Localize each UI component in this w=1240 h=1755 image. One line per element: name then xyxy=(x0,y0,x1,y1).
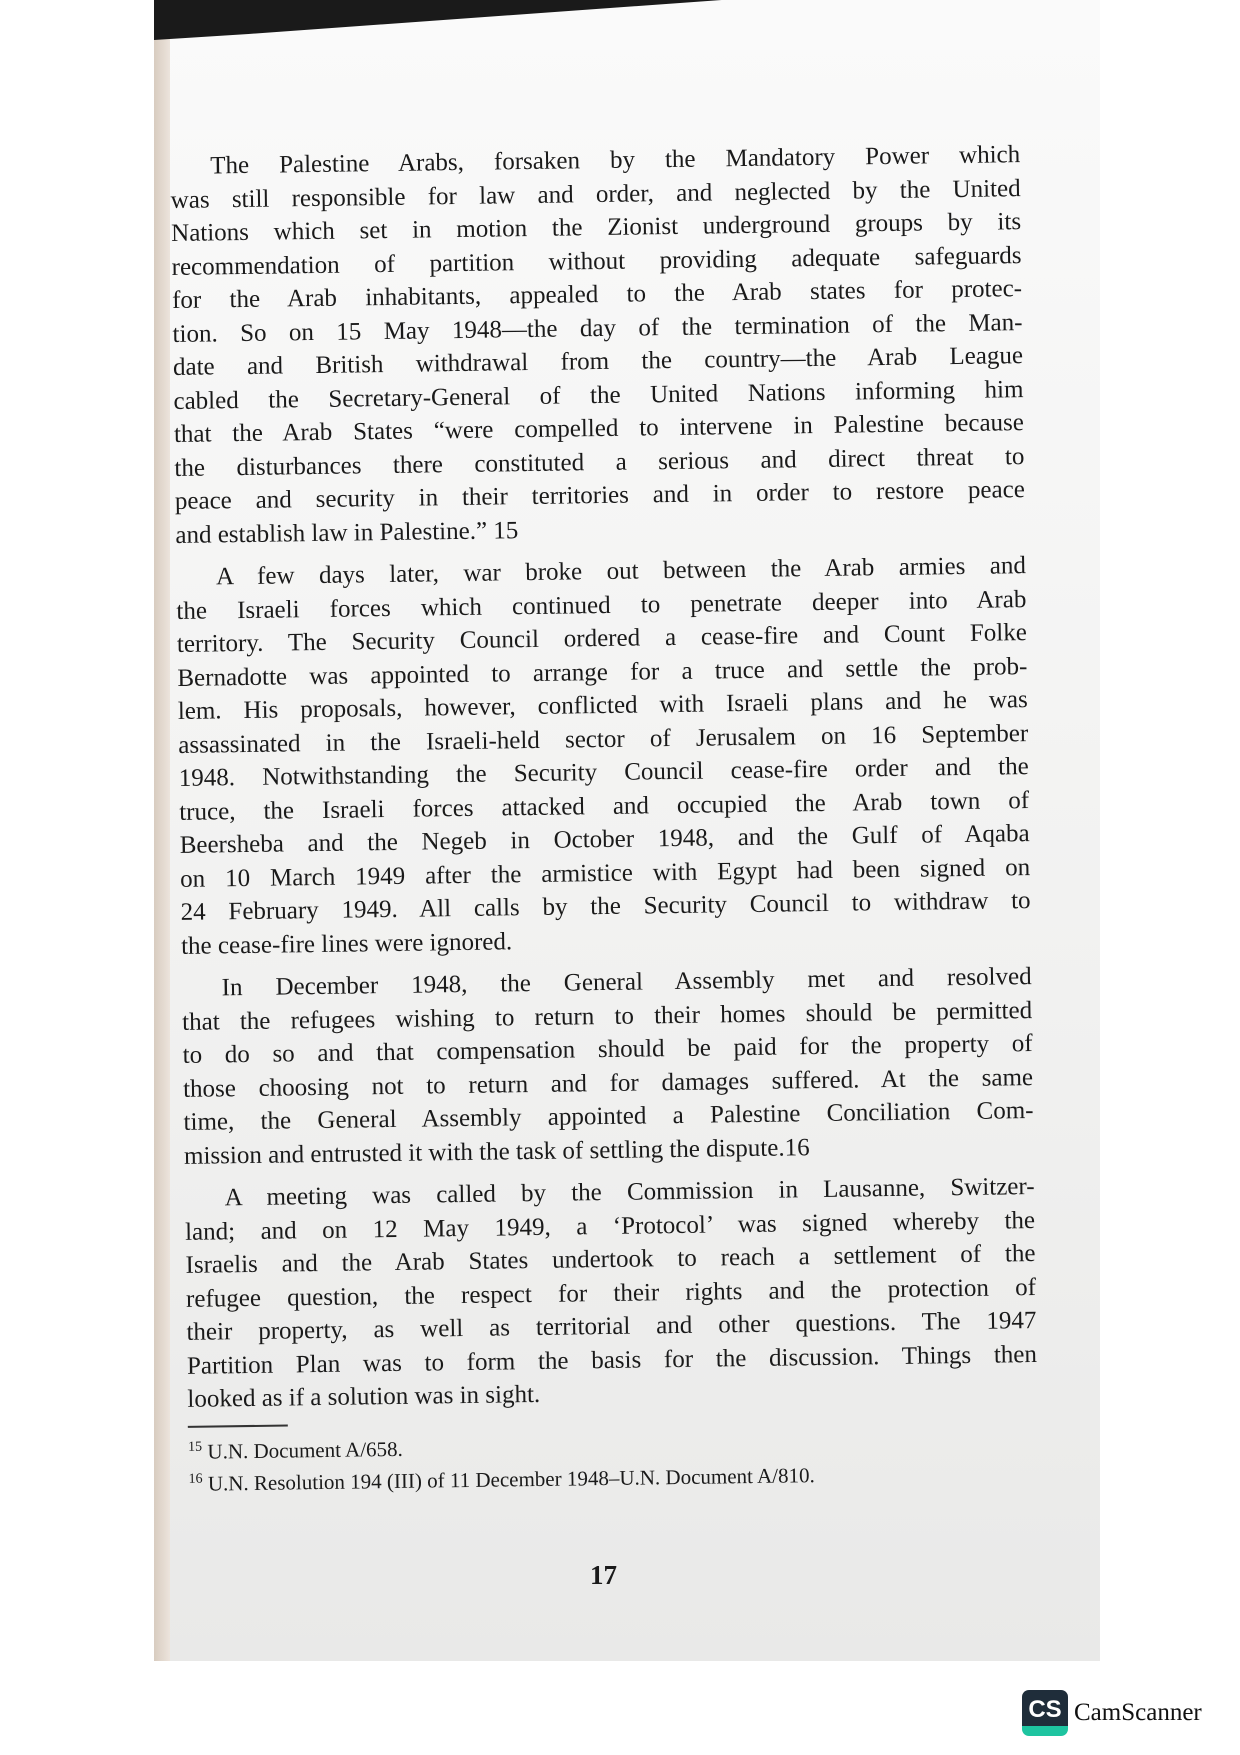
text-line: the Israeli forces which continued to penetrate deeper into Arab xyxy=(176,585,1027,625)
text-line: truce, the Israeli forces attacked and occupied the Arab town of xyxy=(179,786,1030,826)
text-line: Bernadotte was appointed to arrange for a truce and settle the prob- xyxy=(177,652,1028,692)
text-line: land; and on 12 May 1949, a ‘Protocol’ was signed whereby the xyxy=(184,1206,1036,1246)
text-column xyxy=(170,138,1039,1497)
text-line: time, the General Assembly appointed a Palestine Conciliation Com- xyxy=(183,1097,1034,1136)
page-spine-shadow xyxy=(154,0,170,1661)
text-line: those choosing not to return and for damages suffered. At the same xyxy=(182,1063,1034,1103)
text-line: lem. His proposals, however, conflicted with Israeli plans and he was xyxy=(177,686,1028,725)
footnote-number: 16 xyxy=(188,1471,203,1487)
text-line: mission and entrusted it with the task of settling the dispute.16 xyxy=(183,1133,810,1170)
text-line: on 10 March 1949 after the armistice with Egypt had been signed on xyxy=(179,853,1031,893)
text-line: A meeting was called by the Commission in Lausanne, Switzer- xyxy=(224,1173,1035,1212)
text-line: A few days later, war broke out between the Arab armies and xyxy=(215,552,1027,591)
text-line: The Palestine Arabs, forsaken by the Mandatory Power which xyxy=(210,141,1021,180)
text-block-bottom xyxy=(176,583,1039,1498)
text-line: to do so and that compensation should be paid for the property of xyxy=(182,1030,1033,1069)
text-line: In December 1948, the General Assembly met and resolved xyxy=(221,963,1032,1002)
text-line: tion. So on 15 May 1948—the day of the termination of the Man- xyxy=(172,308,1023,348)
text-line: territory. The Security Council ordered a cease-fire and Count Folke xyxy=(176,619,1028,658)
text-line: Partition Plan was to form the basis for the discussion. Things then xyxy=(186,1340,1038,1380)
camscanner-watermark xyxy=(1022,1690,1202,1736)
paragraph xyxy=(170,138,1026,552)
text-line: for the Arab inhabitants, appealed to the Arab states for protec- xyxy=(171,275,1023,314)
text-line: Beersheba and the Negeb in October 1948, and the Gulf of Aqaba xyxy=(179,820,1030,859)
text-line: and establish law in Palestine.” 15 xyxy=(175,516,519,549)
paragraph xyxy=(181,960,1034,1173)
footnote-text: U.N. Resolution 194 (III) of 11 December 1948–U.N. Document A/810. xyxy=(207,1462,815,1496)
text-line: Nations which set in motion the Zionist underground groups by its xyxy=(170,208,1022,247)
text-line: 1948. Notwithstanding the Security Council cease-fire order and the xyxy=(178,753,1029,792)
dark-background-edge xyxy=(154,0,1100,40)
page-number: 17 xyxy=(590,1560,617,1590)
text-line: their property, as well as territorial and other questions. The 1947 xyxy=(186,1307,1037,1346)
text-line: peace and security in their territories and in order to restore peace xyxy=(174,476,1026,515)
text-line: date and British withdrawal from the country—the Arab League xyxy=(172,342,1024,381)
paragraph xyxy=(184,1170,1037,1416)
text-line: recommendation of partition without providing adequate safeguards xyxy=(171,241,1022,281)
camscanner-logo-icon: CS xyxy=(1022,1690,1068,1736)
footnote-rule xyxy=(188,1424,288,1427)
text-line: was still responsible for law and order, and neglected by the United xyxy=(170,174,1021,214)
text-line: looked as if a solution was in sight. xyxy=(187,1380,541,1413)
footnote-text: U.N. Document A/658. xyxy=(207,1436,403,1464)
text-block-top xyxy=(170,138,1026,594)
text-line: the disturbances there constituted a serious and direct threat to xyxy=(174,442,1025,482)
paragraph xyxy=(176,583,1031,963)
text-line: that the refugees wishing to return to their homes should be permitted xyxy=(181,996,1033,1036)
text-line: the cease-fire lines were ignored. xyxy=(180,927,513,960)
footnote-number: 15 xyxy=(188,1439,203,1455)
text-line: refugee question, the respect for their rights and the protection of xyxy=(185,1273,1037,1313)
text-line: cabled the Secretary-General of the United Nations informing him xyxy=(173,375,1024,415)
text-line: assassinated in the Israeli-held sector of Jerusalem on 16 September xyxy=(178,719,1029,759)
text-line: that the Arab States “were compelled to intervene in Palestine because xyxy=(173,409,1025,448)
text-line: Israelis and the Arab States undertook to reach a settlement of the xyxy=(185,1240,1036,1279)
camscanner-label: CamScanner xyxy=(1074,1699,1202,1726)
text-line: 24 February 1949. All calls by the Security Council to withdraw to xyxy=(180,887,1031,926)
